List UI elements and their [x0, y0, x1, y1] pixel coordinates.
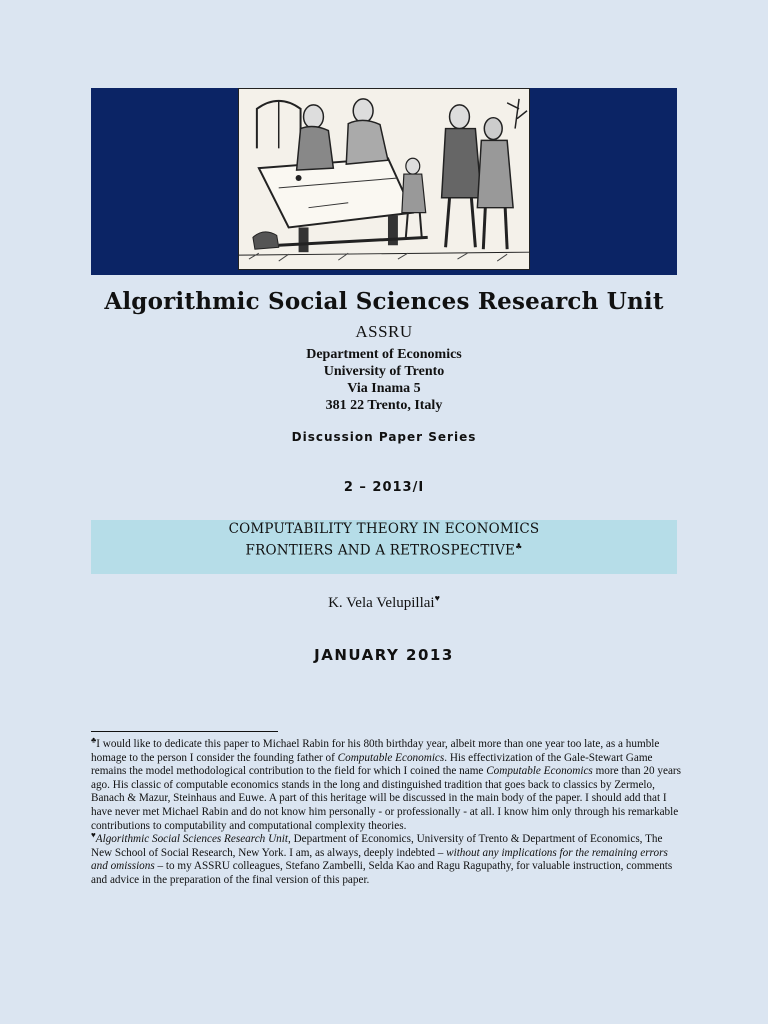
footnote-2 — [91, 830, 681, 887]
footnote-1-italic-a: Computable Economics — [337, 751, 445, 764]
heart-icon: ♥ — [91, 830, 96, 840]
footnote-divider — [91, 731, 278, 732]
paper-title — [91, 520, 677, 560]
address-street: Via Inama 5 — [347, 381, 421, 396]
series-label: Discussion Paper Series — [291, 430, 477, 444]
club-icon: ♣ — [91, 735, 97, 745]
footnotes — [91, 735, 681, 888]
woodcut-illustration — [238, 88, 530, 270]
footnote-1-text-b: . His effectivization of the Gale-Stewart Game remains the model methodological contribution to the field for which I coined the name — [91, 751, 653, 778]
footnote-2-text-a: , Department of Economics, University of Trento & Department of Economics, The New School of Social Research, New York. I am, as always, deeply indebted – — [91, 833, 663, 859]
footnote-1-text-a: I would like to dedicate this paper to Michael Rabin for his 80th birthday year, albeit more than one year too late, as a humble homage to the person I consider the founding father of — [91, 738, 660, 764]
address-department: Department of Economics — [306, 347, 462, 362]
club-footnote-mark: ♣ — [515, 542, 523, 551]
unit-title: Algorithmic Social Sciences Research Unit — [104, 288, 664, 315]
series-number: 2 – 2013/I — [343, 480, 425, 495]
unit-acronym: ASSRU — [355, 322, 413, 341]
paper-title-line2-wrap — [91, 538, 677, 560]
author-name: K. Vela Velupillai — [328, 595, 435, 611]
footnote-2-text-b: – to my ASSRU colleagues, Stefano Zambelli, Selda Kao and Ragu Ragupathy, for valuable instruction, comments and advice in the preparation of the final version of this paper. — [91, 860, 673, 886]
paper-title-line2: FRONTIERS AND A RETROSPECTIVE — [245, 542, 516, 559]
address-block — [0, 346, 768, 414]
author-line — [0, 593, 768, 612]
footnote-2-italic-b: without any implications for the remaining errors and omissions — [91, 846, 668, 873]
paper-title-line1: COMPUTABILITY THEORY IN ECONOMICS — [228, 521, 540, 537]
publication-date: JANUARY 2013 — [314, 646, 454, 664]
footnote-1-italic-b: Computable Economics — [486, 765, 593, 778]
footnote-1 — [91, 735, 681, 833]
address-university: University of Trento — [323, 364, 445, 379]
footnote-1-text-c: more than 20 years ago. His classic of computable economics stands in the long and distinguished tradition that goes back to classics by Zermelo, Banach & Mazur, Steinhaus and Euwe. A part of this heritage will be discussed in the main body of the paper. I should add that I have never met Michael Rabin and do not know him personally - or professionally - at all. I know him only through his remarkable contributions to computability and computational complexity theories. — [91, 765, 681, 832]
address-city: 381 22 Trento, Italy — [325, 398, 443, 413]
heart-footnote-mark: ♥ — [434, 593, 440, 603]
footnote-2-italic-a: Algorithmic Social Sciences Research Unit — [95, 833, 288, 846]
